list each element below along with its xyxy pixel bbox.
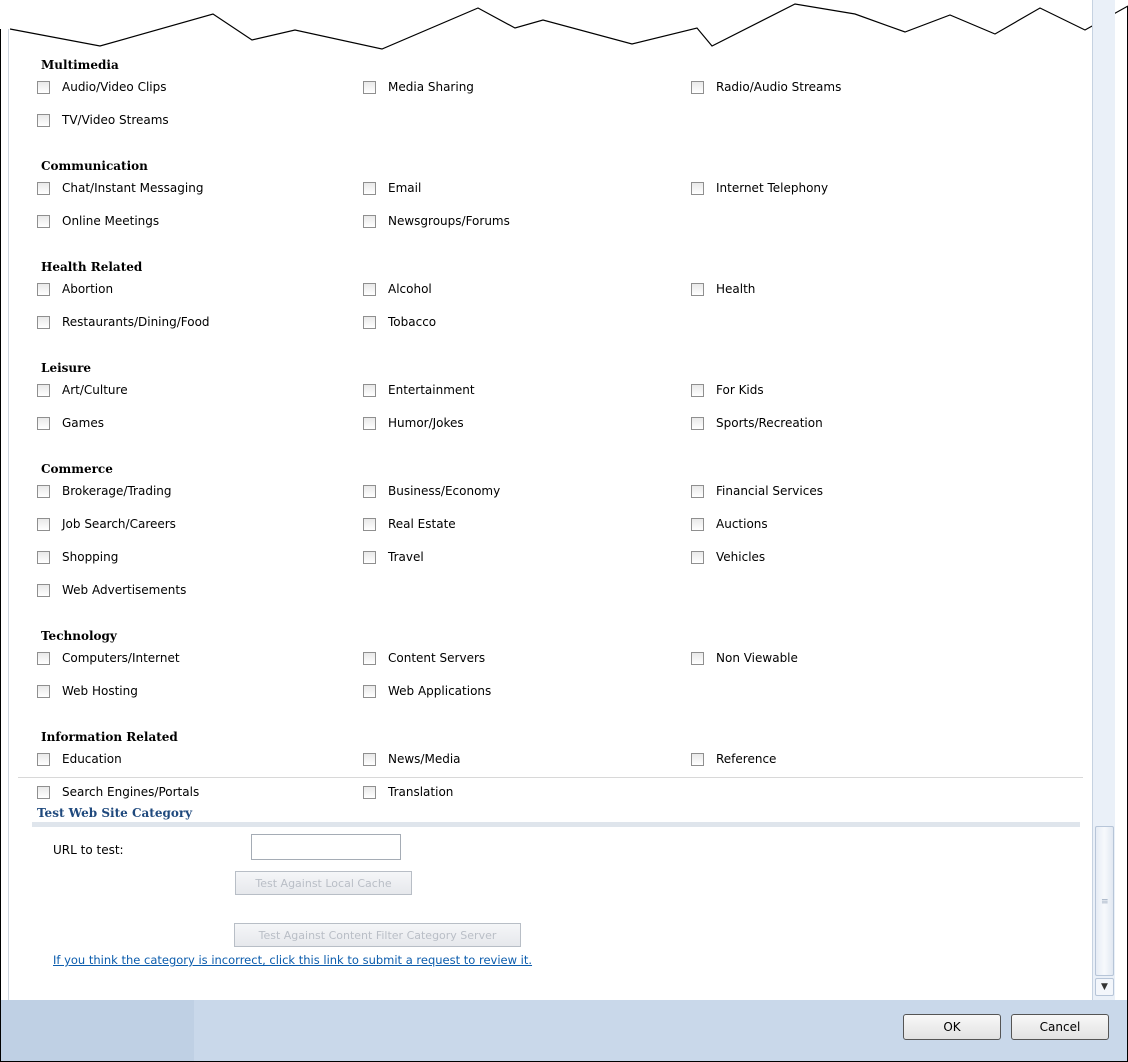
checkbox-label: Brokerage/Trading — [62, 484, 172, 498]
checkbox-label: Reference — [716, 752, 777, 766]
category-checkbox-item[interactable] — [691, 414, 823, 432]
checkbox-label: Email — [388, 181, 422, 195]
category-checkbox-item[interactable] — [363, 313, 436, 331]
category-checkbox-item[interactable] — [37, 179, 203, 197]
vertical-scrollbar[interactable] — [1092, 0, 1115, 1000]
checkbox-label: Art/Culture — [62, 383, 128, 397]
category-checkbox-item[interactable] — [37, 682, 138, 700]
url-to-test-label: URL to test: — [53, 843, 124, 857]
checkbox[interactable] — [363, 316, 376, 329]
checkbox-label: Job Search/Careers — [62, 517, 176, 531]
category-checkbox-item[interactable] — [691, 482, 823, 500]
test-category-server-button[interactable]: Test Against Content Filter Category Server — [234, 923, 521, 947]
footer-left-panel — [1, 1000, 194, 1061]
checkbox-label: Web Advertisements — [62, 583, 187, 597]
checkbox[interactable] — [363, 215, 376, 228]
checkbox[interactable] — [37, 182, 50, 195]
scrollbar-thumb[interactable] — [1095, 826, 1114, 976]
checkbox-label: Alcohol — [388, 282, 432, 296]
category-checkbox-item[interactable] — [37, 212, 159, 230]
checkbox[interactable] — [691, 485, 704, 498]
category-checkbox-item[interactable] — [363, 280, 432, 298]
checkbox-label: Vehicles — [716, 550, 766, 564]
checkbox[interactable] — [691, 551, 704, 564]
checkbox-label: Computers/Internet — [62, 651, 180, 665]
category-checkbox-item[interactable] — [691, 515, 768, 533]
content-edge — [8, 20, 9, 1000]
category-heading: Communication — [41, 159, 148, 173]
checkbox-label: Sports/Recreation — [716, 416, 823, 430]
checkbox[interactable] — [691, 518, 704, 531]
category-checkbox-item[interactable] — [363, 515, 456, 533]
review-request-link[interactable]: If you think the category is incorrect, click this link to submit a request to review it. — [53, 953, 533, 967]
checkbox[interactable] — [363, 182, 376, 195]
checkbox[interactable] — [37, 384, 50, 397]
checkbox[interactable] — [363, 518, 376, 531]
checkbox[interactable] — [363, 652, 376, 665]
divider — [18, 777, 1083, 778]
checkbox[interactable] — [37, 485, 50, 498]
checkbox[interactable] — [691, 384, 704, 397]
checkbox[interactable] — [37, 584, 50, 597]
checkbox[interactable] — [363, 685, 376, 698]
checkbox[interactable] — [37, 417, 50, 430]
category-checkbox-item[interactable] — [363, 750, 461, 768]
category-checkbox-item[interactable] — [37, 280, 113, 298]
test-section-title: Test Web Site Category — [37, 806, 193, 820]
category-checkbox-item[interactable] — [691, 280, 755, 298]
checkbox[interactable] — [363, 551, 376, 564]
checkbox[interactable] — [37, 652, 50, 665]
category-checkbox-item[interactable] — [363, 179, 421, 197]
checkbox-label: Content Servers — [388, 651, 486, 665]
dialog-footer — [1, 1000, 1127, 1061]
checkbox[interactable] — [363, 417, 376, 430]
test-section-underline — [32, 822, 1080, 827]
category-checkbox-item[interactable] — [691, 750, 776, 768]
category-checkbox-item[interactable] — [691, 381, 764, 399]
category-heading: Health Related — [41, 260, 143, 274]
checkbox-label: Web Hosting — [62, 684, 138, 698]
checkbox-label: Chat/Instant Messaging — [62, 181, 204, 195]
checkbox[interactable] — [37, 685, 50, 698]
checkbox[interactable] — [37, 283, 50, 296]
checkbox-label: Audio/Video Clips — [62, 80, 167, 94]
checkbox[interactable] — [691, 283, 704, 296]
category-heading: Technology — [41, 629, 117, 643]
category-checkbox-item[interactable] — [363, 482, 500, 500]
checkbox-label: For Kids — [716, 383, 764, 397]
category-checkbox-item[interactable] — [691, 179, 828, 197]
checkbox-label: Online Meetings — [62, 214, 160, 228]
checkbox[interactable] — [363, 786, 376, 799]
checkbox-label: Humor/Jokes — [388, 416, 464, 430]
category-checkbox-item[interactable] — [691, 78, 841, 96]
category-checkbox-item[interactable] — [363, 78, 474, 96]
checkbox[interactable] — [37, 551, 50, 564]
checkbox-label: Auctions — [716, 517, 768, 531]
checkbox[interactable] — [691, 652, 704, 665]
checkbox[interactable] — [363, 485, 376, 498]
content-panel — [8, 0, 1092, 1000]
checkbox-label: Travel — [388, 550, 424, 564]
checkbox[interactable] — [37, 316, 50, 329]
checkbox[interactable] — [363, 283, 376, 296]
category-checkbox-item[interactable] — [37, 750, 122, 768]
category-checkbox-item[interactable] — [37, 482, 172, 500]
checkbox[interactable] — [37, 114, 50, 127]
category-heading: Leisure — [41, 361, 92, 375]
checkbox-label: News/Media — [388, 752, 461, 766]
checkbox[interactable] — [37, 518, 50, 531]
category-checkbox-item[interactable] — [37, 548, 118, 566]
checkbox-label: Search Engines/Portals — [62, 785, 200, 799]
checkbox[interactable] — [363, 81, 376, 94]
category-checkbox-item[interactable] — [37, 783, 199, 801]
checkbox[interactable] — [691, 753, 704, 766]
category-checkbox-item[interactable] — [37, 313, 210, 331]
checkbox-label: Abortion — [62, 282, 114, 296]
category-checkbox-item[interactable] — [363, 212, 510, 230]
category-checkbox-item[interactable] — [37, 78, 167, 96]
ok-button[interactable]: OK — [903, 1014, 1001, 1040]
checkbox-label: Games — [62, 416, 104, 430]
cancel-button[interactable]: Cancel — [1011, 1014, 1109, 1040]
category-checkbox-item[interactable] — [691, 649, 798, 667]
checkbox-label: Business/Economy — [388, 484, 501, 498]
category-heading: Multimedia — [41, 58, 119, 72]
checkbox-label: Health — [716, 282, 756, 296]
checkbox-label: Media Sharing — [388, 80, 474, 94]
checkbox-label: TV/Video Streams — [62, 113, 169, 127]
checkbox-label: Newsgroups/Forums — [388, 214, 510, 228]
checkbox[interactable] — [37, 753, 50, 766]
grip-icon: ≡ — [1101, 897, 1109, 907]
torn-edge-decoration — [0, 0, 1128, 55]
category-heading: Information Related — [41, 730, 178, 744]
checkbox[interactable] — [363, 753, 376, 766]
checkbox[interactable] — [691, 81, 704, 94]
category-checkbox-item[interactable] — [363, 414, 464, 432]
checkbox-label: Financial Services — [716, 484, 823, 498]
checkbox[interactable] — [363, 384, 376, 397]
checkbox[interactable] — [691, 182, 704, 195]
category-checkbox-item[interactable] — [363, 548, 424, 566]
checkbox[interactable] — [691, 417, 704, 430]
category-checkbox-item[interactable] — [37, 414, 104, 432]
checkbox-label: Restaurants/Dining/Food — [62, 315, 210, 329]
chevron-down-icon[interactable]: ▼ — [1095, 978, 1114, 996]
category-checkbox-item[interactable] — [691, 548, 765, 566]
checkbox-label: Radio/Audio Streams — [716, 80, 842, 94]
checkbox[interactable] — [37, 786, 50, 799]
category-checkbox-item[interactable] — [363, 682, 491, 700]
checkbox-label: Tobacco — [388, 315, 437, 329]
category-checkbox-item[interactable] — [37, 649, 180, 667]
category-checkbox-item[interactable] — [363, 381, 475, 399]
checkbox-label: Education — [62, 752, 122, 766]
checkbox-label: Internet Telephony — [716, 181, 829, 195]
checkbox-label: Shopping — [62, 550, 119, 564]
category-heading: Commerce — [41, 462, 113, 476]
checkbox[interactable] — [37, 215, 50, 228]
category-checkbox-item[interactable] — [37, 381, 128, 399]
checkbox-label: Non Viewable — [716, 651, 798, 665]
category-checkbox-item[interactable] — [37, 581, 186, 599]
category-checkbox-item[interactable] — [363, 649, 485, 667]
checkbox-label: Entertainment — [388, 383, 475, 397]
checkbox-label: Web Applications — [388, 684, 492, 698]
checkbox[interactable] — [37, 81, 50, 94]
category-checkbox-item[interactable] — [37, 515, 176, 533]
category-checkbox-item[interactable] — [37, 111, 169, 129]
test-local-cache-button[interactable]: Test Against Local Cache — [235, 871, 412, 895]
category-checkbox-item[interactable] — [363, 783, 453, 801]
checkbox-label: Translation — [388, 785, 454, 799]
checkbox-label: Real Estate — [388, 517, 456, 531]
url-to-test-input[interactable] — [251, 834, 401, 860]
